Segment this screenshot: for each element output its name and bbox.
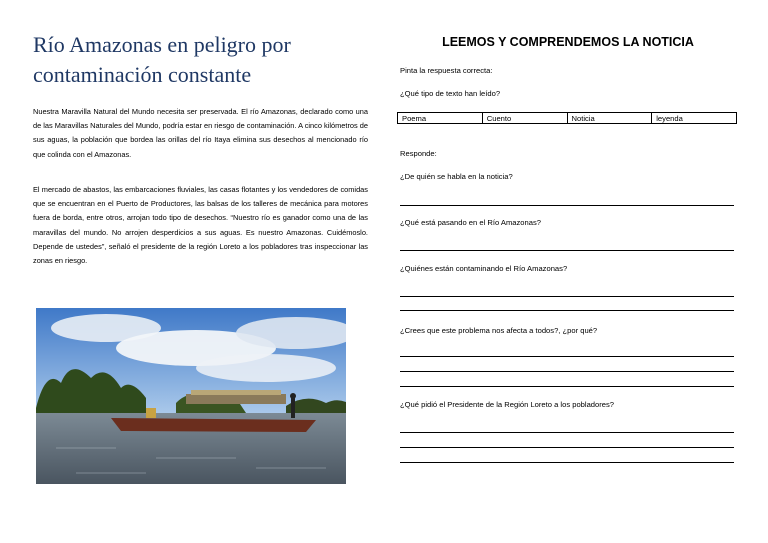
answer-line[interactable] xyxy=(400,310,734,311)
text-type-options xyxy=(397,112,737,124)
answer-line[interactable] xyxy=(400,250,734,251)
answer-line[interactable] xyxy=(400,432,734,433)
worksheet-title: LEEMOS Y COMPRENDEMOS LA NOTICIA xyxy=(442,35,694,49)
instruction-text: Pinta la respuesta correcta: xyxy=(400,66,493,75)
river-boat-photo xyxy=(36,308,346,484)
answer-line[interactable] xyxy=(400,462,734,463)
option-leyenda[interactable]: leyenda xyxy=(656,114,683,123)
article-paragraph-1: Nuestra Maravilla Natural del Mundo necesita ser preservada. El río Amazonas, declarado como una de las Maravillas Naturales del Mundo, podría estar en riesgo de contaminación. A cinco kilómetros de sus aguas, la población que bordea las orillas del río Itaya elimina sus desechos al mencionado río que colinda con el Amazonas. xyxy=(33,107,368,159)
question-text-type: ¿Qué tipo de texto han leído? xyxy=(400,89,501,98)
answer-line[interactable] xyxy=(400,386,734,387)
article-title: Río Amazonas en peligro por contaminación constante xyxy=(33,32,291,87)
answer-line[interactable] xyxy=(400,205,734,206)
answer-line[interactable] xyxy=(400,371,734,372)
question-1: ¿De quién se habla en la noticia? xyxy=(400,172,513,181)
answer-line[interactable] xyxy=(400,296,734,297)
answer-line[interactable] xyxy=(400,447,734,448)
option-poema[interactable]: Poema xyxy=(398,113,483,123)
answer-line[interactable] xyxy=(400,356,734,357)
question-2: ¿Qué está pasando en el Río Amazonas? xyxy=(400,218,541,227)
responde-label: Responde: xyxy=(400,149,437,158)
question-4: ¿Crees que este problema nos afecta a todos?, ¿por qué? xyxy=(400,326,598,335)
question-5: ¿Qué pidió el Presidente de la Región Loreto a los pobladores? xyxy=(400,400,615,409)
option-cuento[interactable]: Cuento xyxy=(483,113,568,123)
article-header xyxy=(33,30,368,90)
question-3: ¿Quiénes están contaminando el Río Amazonas? xyxy=(400,264,568,273)
option-noticia[interactable]: Noticia xyxy=(568,113,653,123)
article-paragraph-2: El mercado de abastos, las embarcaciones fluviales, las casas flotantes y los vendedores de comidas que se encuentran en el Puerto de Productores, las balsas de los talleres de mecánica para motores fuera de borda, entre otros, arrojan todo tipo de desechos. “Nuestro río es ganador como una de las maravillas del mundo. No arrojen desperdicios a sus aguas. Es nuestro Amazonas. Cuidémoslo. Depende de ustedes”, señaló el presidente de la región Loreto a los pobladores tras inspeccionar las zonas en riesgo. xyxy=(33,185,368,266)
